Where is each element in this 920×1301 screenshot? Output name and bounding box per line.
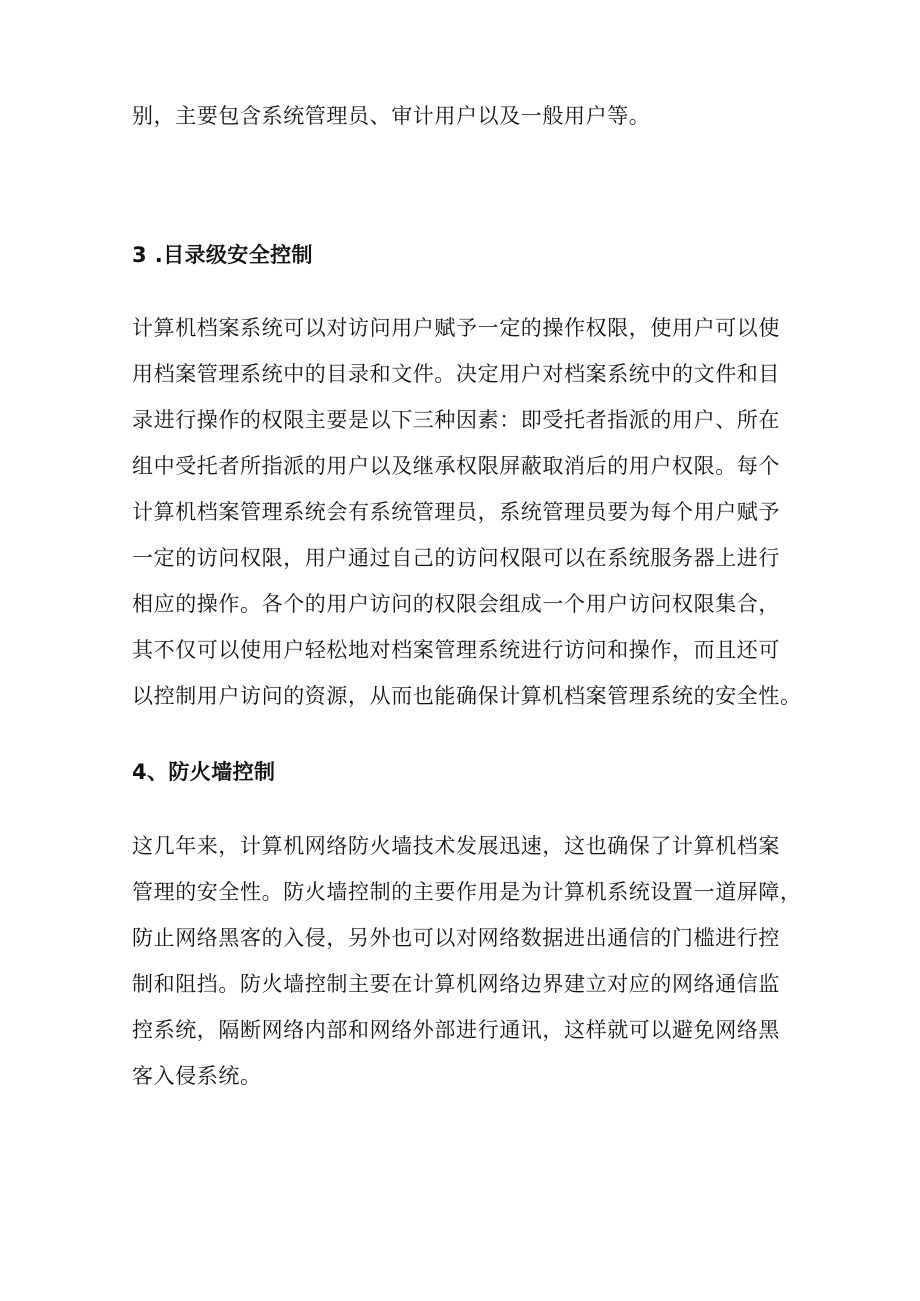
paragraph-line: 录进行操作的权限主要是以下三种因素：即受托者指派的用户、所在 <box>132 408 780 432</box>
paragraph-line: 计算机档案管理系统会有系统管理员，系统管理员要为每个用户赋予 <box>132 500 780 524</box>
paragraph-line: 其不仅可以使用户轻松地对档案管理系统进行访问和操作，而且还可 <box>132 638 780 662</box>
paragraph-line: 组中受托者所指派的用户以及继承权限屏蔽取消后的用户权限。每个 <box>132 454 780 478</box>
paragraph-line: 一定的访问权限，用户通过自己的访问权限可以在系统服务器上进行 <box>132 546 780 570</box>
paragraph-line: 防止网络黑客的入侵，另外也可以对网络数据进出通信的门槛进行控 <box>132 926 780 950</box>
section-3-heading: 3 .目录级安全控制 <box>132 243 313 267</box>
paragraph-line: 别，主要包含系统管理员、审计用户以及一般用户等。 <box>132 104 651 128</box>
paragraph-line: 客入侵系统。 <box>132 1064 262 1088</box>
paragraph-line: 用档案管理系统中的目录和文件。决定用户对档案系统中的文件和目 <box>132 362 780 386</box>
paragraph-line: 相应的操作。各个的用户访问的权限会组成一个用户访问权限集合， <box>132 592 780 616</box>
paragraph-line: 这几年来，计算机网络防火墙技术发展迅速，这也确保了计算机档案 <box>132 834 780 858</box>
paragraph-line: 控系统，隔断网络内部和网络外部进行通讯，这样就可以避免网络黑 <box>132 1018 780 1042</box>
paragraph-line: 计算机档案系统可以对访问用户赋予一定的操作权限，使用户可以使 <box>132 316 780 340</box>
section-4-heading: 4、防火墙控制 <box>132 760 276 784</box>
paragraph-line: 以控制用户访问的资源，从而也能确保计算机档案管理系统的安全性。 <box>132 684 802 708</box>
paragraph-line: 制和阻挡。防火墙控制主要在计算机网络边界建立对应的网络通信监 <box>132 972 780 996</box>
paragraph-line: 管理的安全性。防火墙控制的主要作用是为计算机系统设置一道屏障， <box>132 880 802 904</box>
